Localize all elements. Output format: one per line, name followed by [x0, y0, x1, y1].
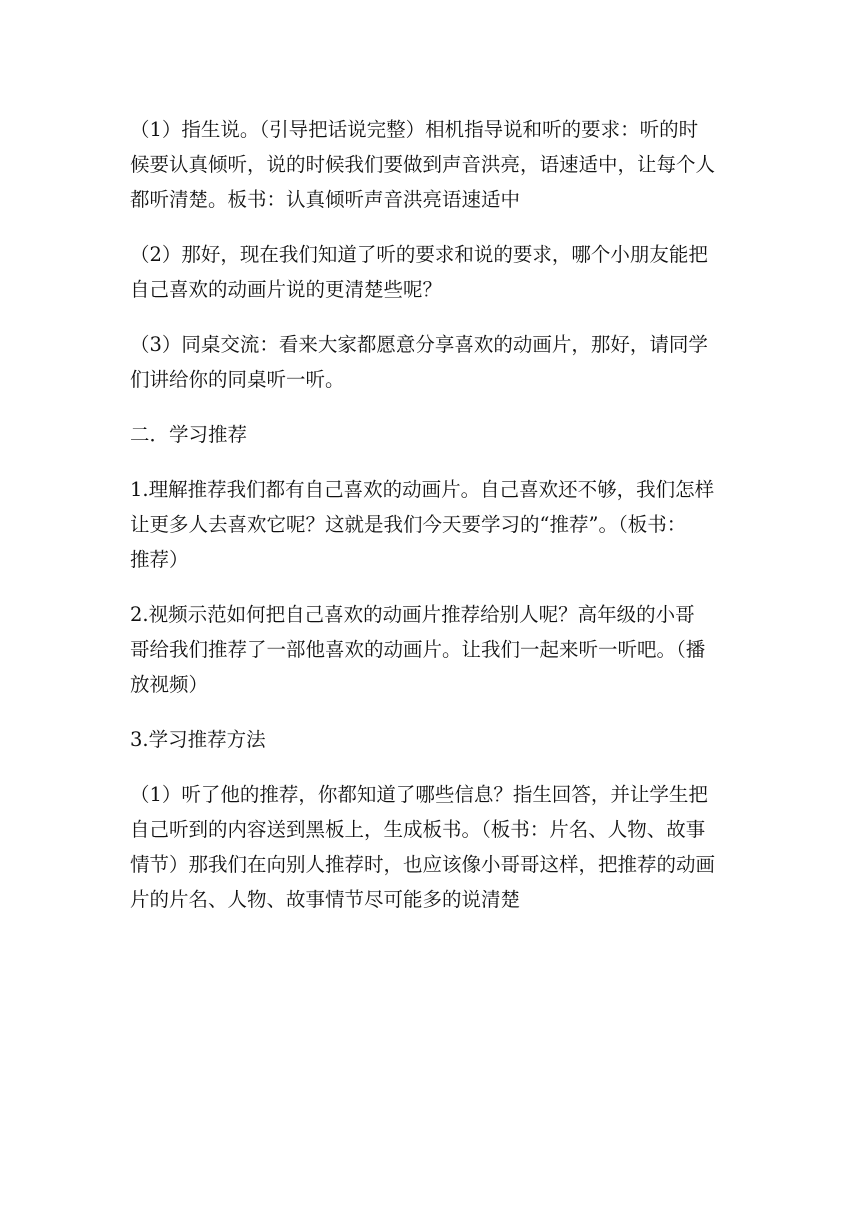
text-line: 情节）那我们在向别人推荐时，也应该像小哥哥这样，把推荐的动画 [130, 853, 716, 876]
paragraph-1-guided-speaking [130, 112, 732, 217]
text-line: 候要认真倾听，说的时候我们要做到声音洪亮，语速适中，让每个人 [130, 153, 716, 176]
text-line: （2）那好，现在我们知道了听的要求和说的要求，哪个小朋友能把 [130, 243, 708, 266]
subheading-recommend-method [130, 722, 732, 757]
subheading-text: 3.学习推荐方法 [130, 728, 266, 751]
text-line: （1）听了他的推荐，你都知道了哪些信息？指生回答，并让学生把 [130, 783, 708, 806]
text-line: 推荐） [130, 548, 189, 571]
text-line: 都听清楚。板书：认真倾听声音洪亮语速适中 [130, 188, 521, 211]
text-line: 片的片名、人物、故事情节尽可能多的说清楚 [130, 888, 521, 911]
text-line: 2.视频示范如何把自己喜欢的动画片推荐给别人呢？高年级的小哥 [130, 603, 695, 626]
paragraph-2-clear-description [130, 237, 732, 307]
text-line: 自己喜欢的动画片说的更清楚些呢？ [130, 278, 443, 301]
text-line: 让更多人去喜欢它呢？这就是我们今天要学习的“推荐”。（板书： [130, 513, 687, 536]
text-line: （1）指生说。（引导把话说完整）相机指导说和听的要求：听的时 [130, 118, 699, 141]
text-line: 们讲给你的同桌听一听。 [130, 368, 345, 391]
text-line: 自己听到的内容送到黑板上，生成板书。（板书：片名、人物、故事 [130, 818, 706, 841]
document-body [130, 112, 732, 937]
section-heading-learn-recommend [130, 417, 732, 452]
text-line: 哥给我们推荐了一部他喜欢的动画片。让我们一起来听一听吧。（播 [130, 638, 706, 661]
paragraph-video-demo [130, 597, 732, 702]
text-line: （3）同桌交流：看来大家都愿意分享喜欢的动画片，那好，请同学 [130, 333, 708, 356]
paragraph-listen-recommendation [130, 777, 732, 917]
text-line: 1.理解推荐我们都有自己喜欢的动画片。自己喜欢还不够，我们怎样 [130, 478, 715, 501]
text-line: 放视频） [130, 673, 209, 696]
section-heading-text: 二．学习推荐 [130, 423, 248, 446]
paragraph-3-desk-mate-exchange [130, 327, 732, 397]
paragraph-understand-recommend [130, 472, 732, 577]
